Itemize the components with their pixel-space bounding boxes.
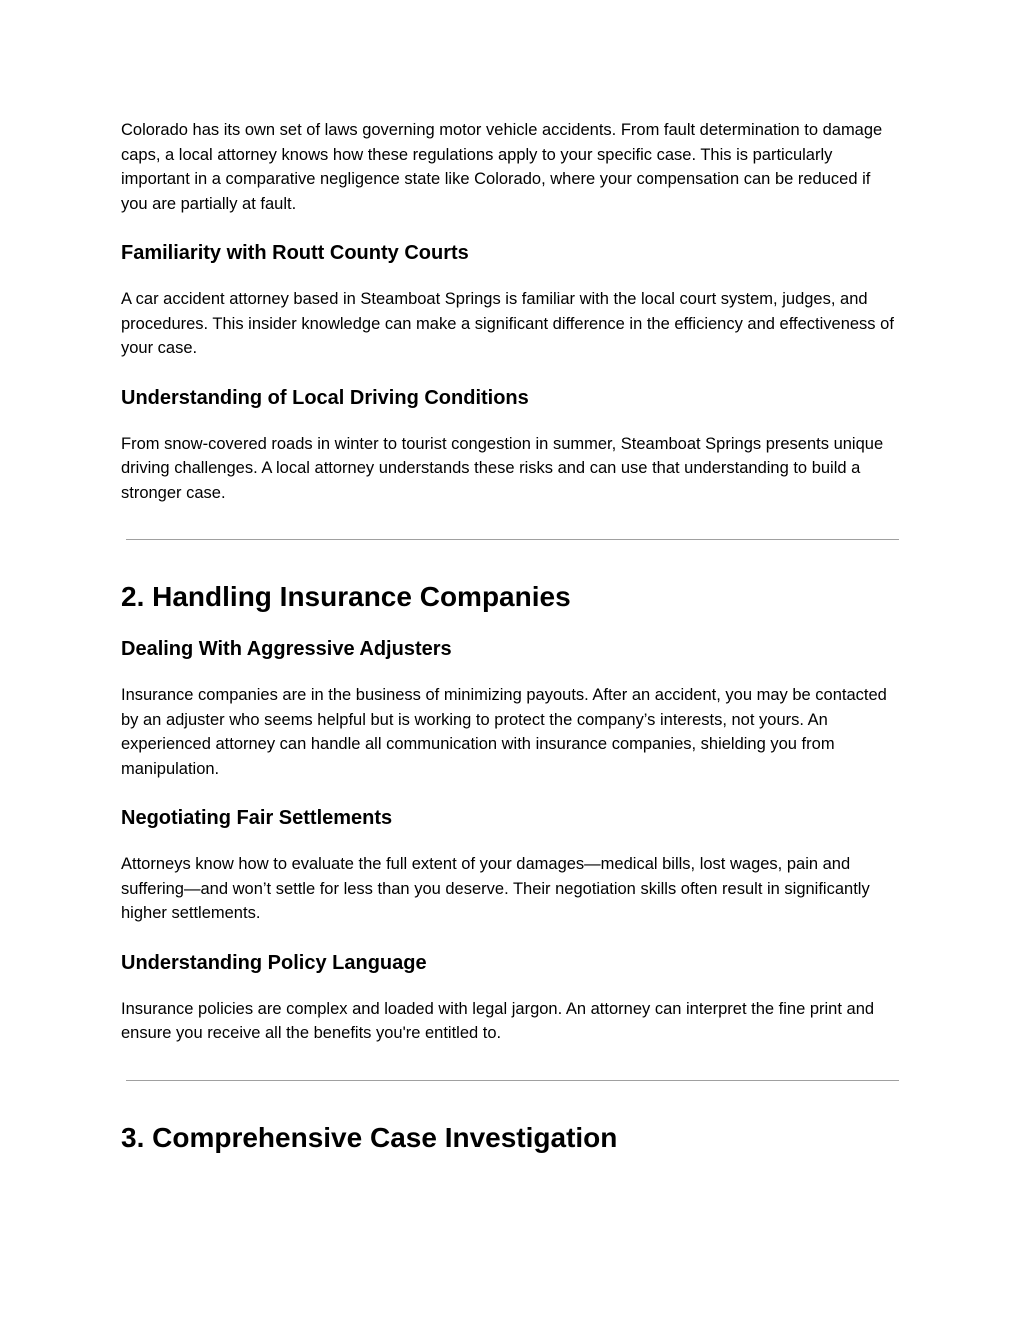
paragraph-aggressive-adjusters: Insurance companies are in the business of minimizing payouts. After an accident, you may be contacted by an adjuster who seems helpful but is working to protect the company’s interests, not yours. An experienced attorney can handle all communication with insurance companies, shielding you from manipulation. [121,686,887,778]
section-heading-case-investigation: 3. Comprehensive Case Investigation [121,1121,618,1153]
subheading-policy-language: Understanding Policy Language [121,951,427,974]
paragraph-routt-county-courts: A car accident attorney based in Steamboat Springs is familiar with the local court system, judges, and procedures. This insider knowledge can make a significant difference in the efficiency and effectiveness of your case. [121,290,894,357]
subheading-routt-county-courts: Familiarity with Routt County Courts [121,242,469,264]
subheading-local-driving-conditions: Understanding of Local Driving Conditions [121,386,529,409]
intro-paragraph: Colorado has its own set of laws governing motor vehicle accidents. From fault determination to damage caps, a local attorney knows how these regulations apply to your specific case. This is particularly important in a comparative negligence state like Colorado, where your compensation can be reduced if you are partially at fault. [121,121,883,213]
paragraph-policy-language: Insurance policies are complex and loaded with legal jargon. An attorney can interpret the fine print and ensure you receive all the benefits you're entitled to. [121,999,875,1042]
paragraph-local-driving-conditions: From snow-covered roads in winter to tourist congestion in summer, Steamboat Springs presents unique driving challenges. A local attorney understands these risks and can use that understanding to build a stronger case. [121,434,884,502]
subheading-aggressive-adjusters: Dealing With Aggressive Adjusters [121,638,452,660]
document-page [121,118,901,1155]
paragraph-fair-settlements: Attorneys know how to evaluate the full extent of your damages—medical bills, lost wages, pain and suffering—and won’t settle for less than you deserve. Their negotiation skills often result in significantly higher settlements. [121,855,870,922]
subheading-fair-settlements: Negotiating Fair Settlements [121,807,393,829]
section-heading-insurance-companies: 2. Handling Insurance Companies [121,581,571,612]
